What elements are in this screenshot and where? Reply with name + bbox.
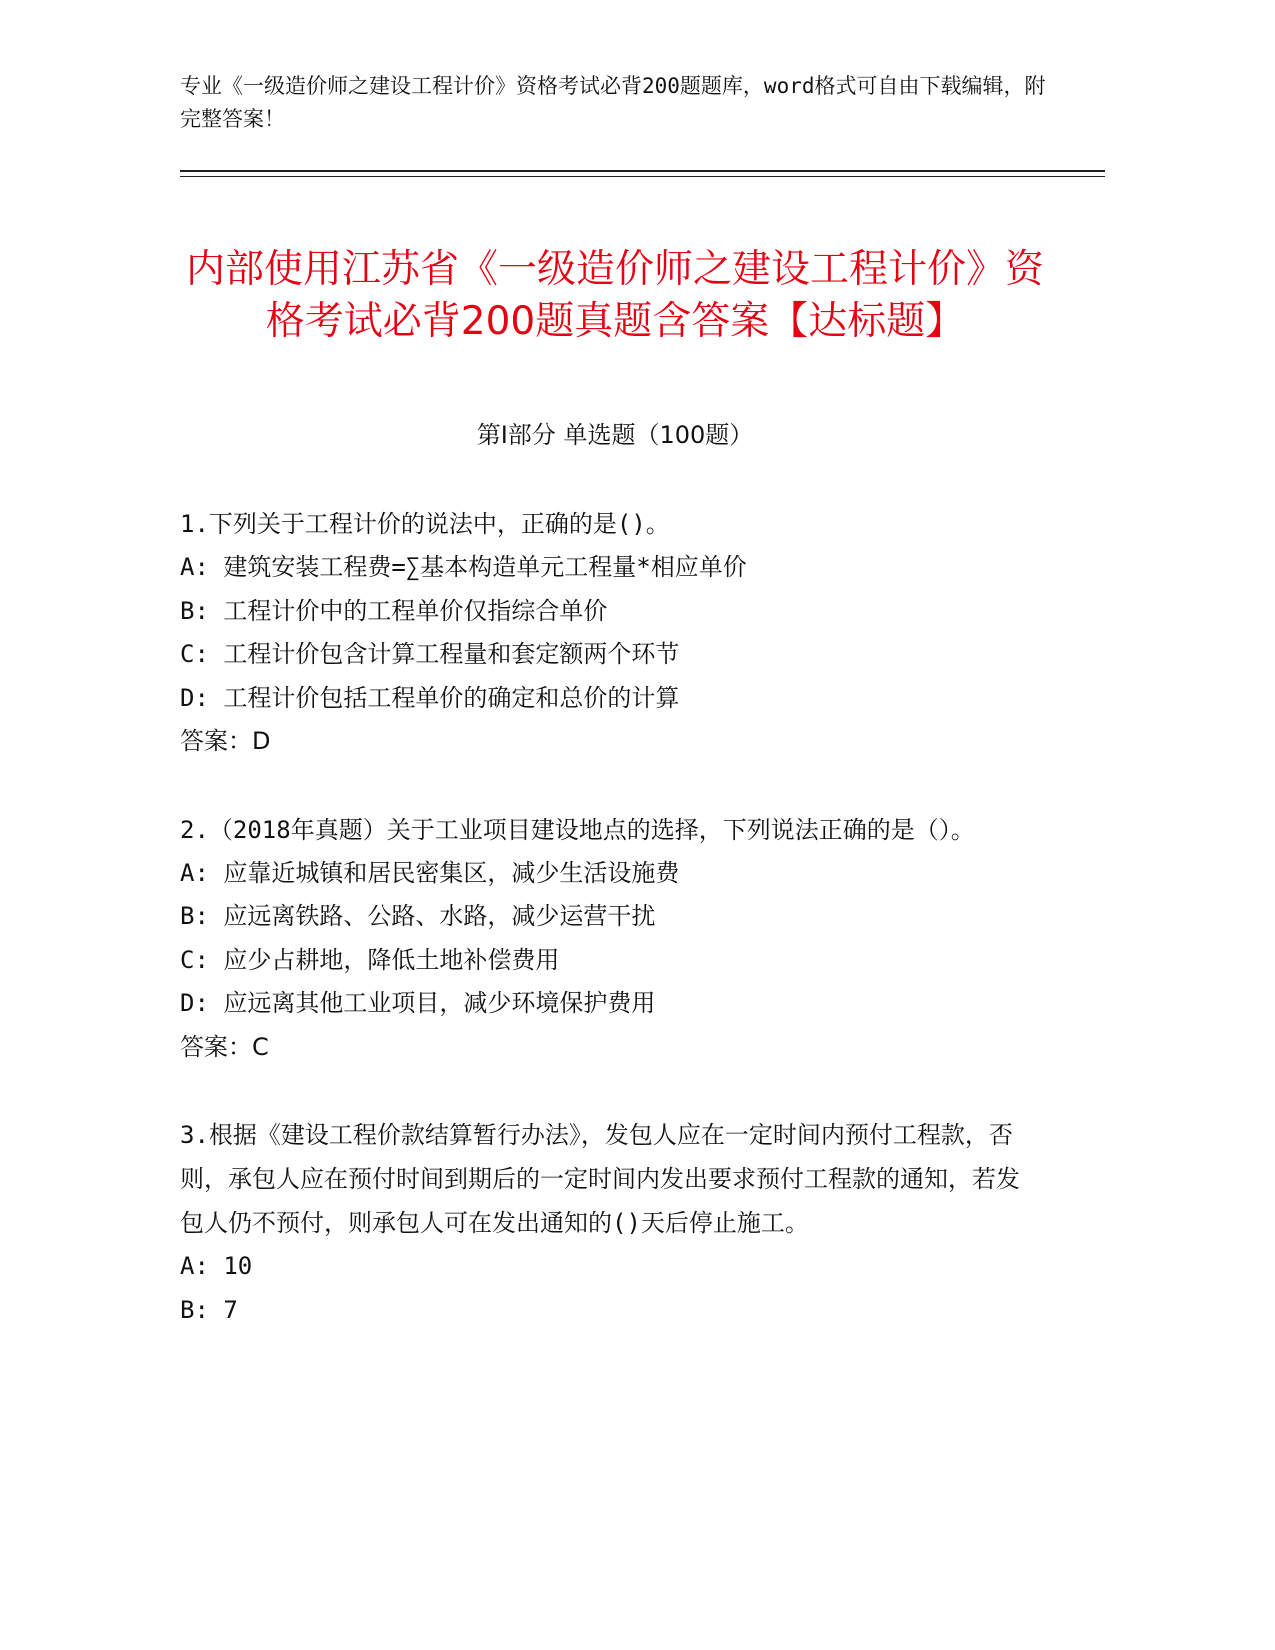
option-b: B: 7: [180, 1295, 238, 1324]
option-b: B: 应远离铁路、公路、水路，减少运营干扰: [180, 902, 656, 930]
question-2: [180, 808, 1030, 1070]
header-note: 专业《一级造价师之建设工程计价》资格考试必背200题题库，word格式可自由下载编辑，附完整答案！: [180, 74, 1046, 131]
question-stem: 1.下列关于工程计价的说法中，正确的是()。: [180, 510, 670, 538]
question-stem: 3.根据《建设工程价款结算暂行办法》，发包人应在一定时间内预付工程款，否则，承包人应在预付时间到期后的一定时间内发出要求预付工程款的通知，若发包人仍不预付，则承包人可在发出通知的()天后停止施工。: [180, 1121, 1020, 1237]
document-title: 内部使用江苏省《一级造价师之建设工程计价》资格考试必背200题真题含答案【达标题】: [185, 247, 1044, 345]
question-stem: 2.（2018年真题）关于工业项目建设地点的选择，下列说法正确的是（）。: [180, 815, 975, 844]
option-d: D: 应远离其他工业项目，减少环境保护费用: [180, 989, 656, 1017]
option-c: C: 工程计价包含计算工程量和套定额两个环节: [180, 640, 680, 668]
section-title: 第I部分 单选题（100题）: [476, 421, 754, 449]
question-3: [180, 1113, 1030, 1332]
option-b: B: 工程计价中的工程单价仅指综合单价: [180, 596, 608, 625]
option-d: D: 工程计价包括工程单价的确定和总价的计算: [180, 683, 680, 712]
option-a: A: 建筑安装工程费=∑基本构造单元工程量*相应单价: [180, 553, 747, 581]
option-c: C: 应少占耕地，降低土地补偿费用: [180, 945, 560, 974]
option-a: A: 10: [180, 1252, 253, 1280]
option-a: A: 应靠近城镇和居民密集区，减少生活设施费: [180, 858, 680, 887]
header-rule-thick: [180, 170, 1105, 172]
header-rule-thin: [180, 176, 1105, 177]
question-list: [180, 502, 1030, 1376]
answer: 答案：C: [180, 1032, 269, 1061]
question-1: [180, 502, 1030, 764]
answer: 答案：D: [180, 727, 271, 755]
